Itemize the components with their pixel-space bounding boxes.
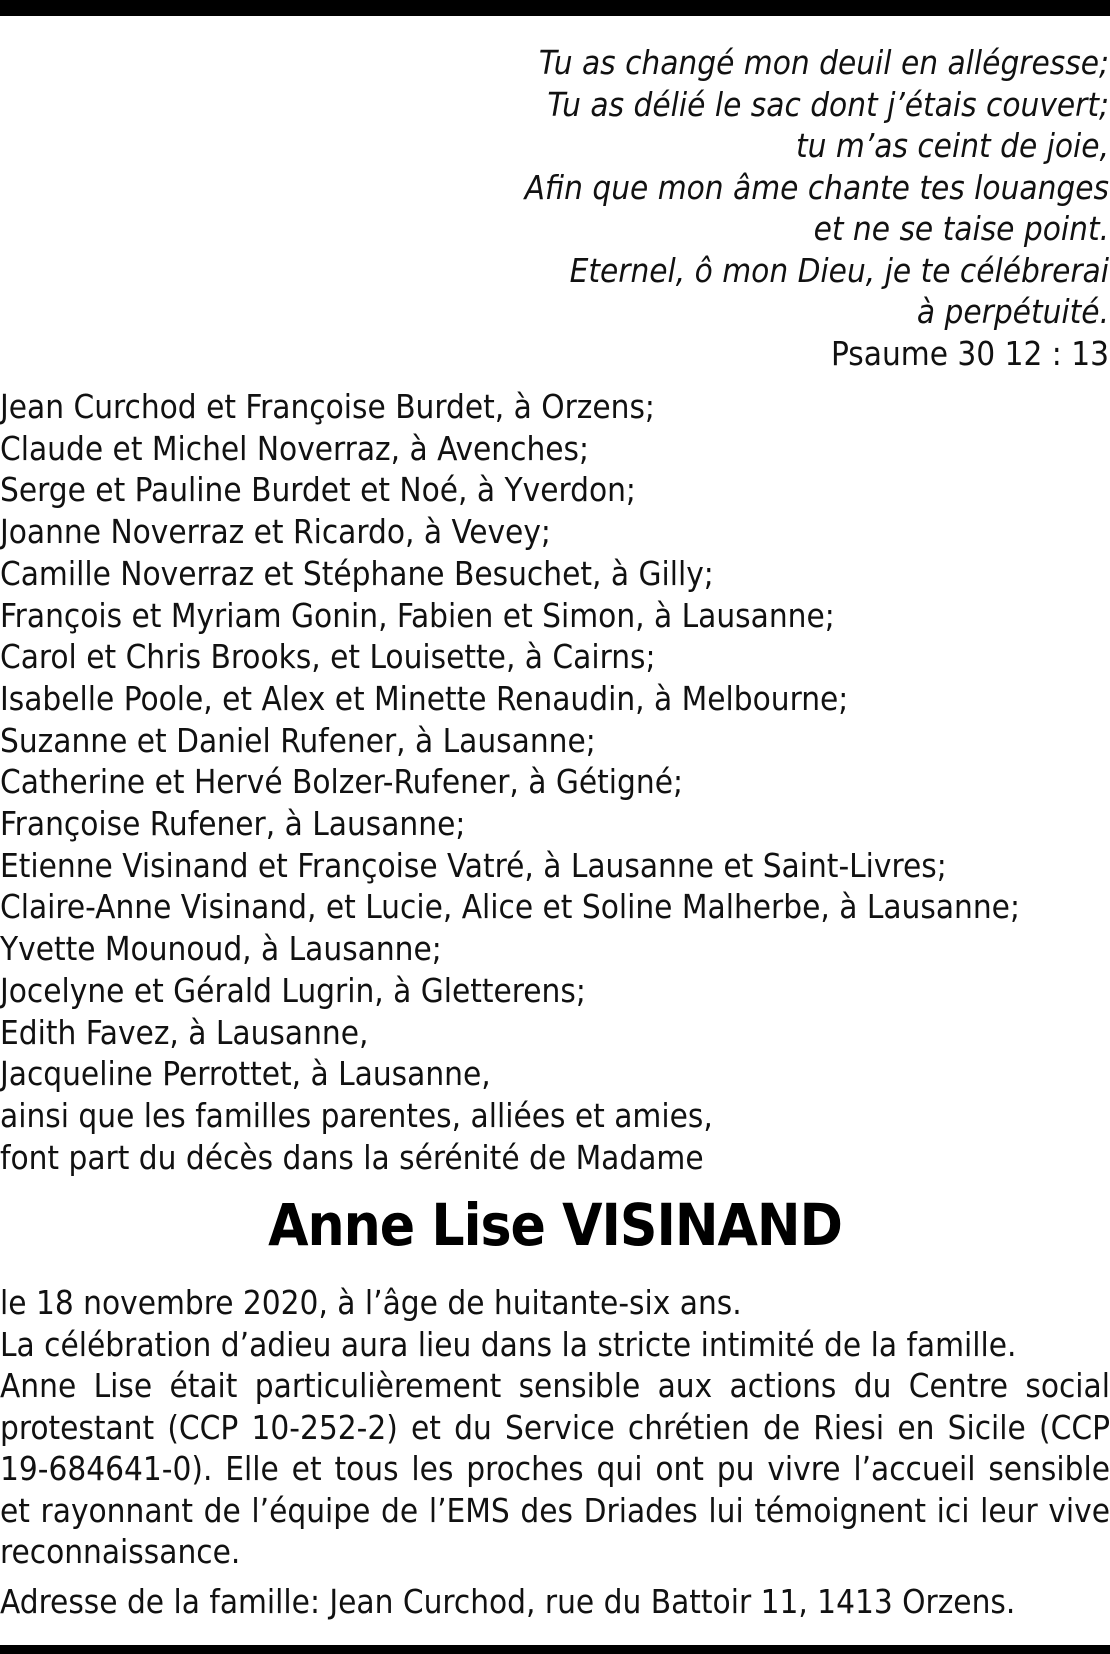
mourner-line: Catherine et Hervé Bolzer-Rufener, à Gétigné; (0, 762, 684, 802)
mourner-line: Jacqueline Perrottet, à Lausanne, (0, 1054, 491, 1094)
verse-line: Afin que mon âme chante tes louanges (524, 167, 1109, 207)
mourner-line: Camille Noverraz et Stéphane Besuchet, à Gilly; (0, 553, 714, 593)
mourner-line: Claude et Michel Noverraz, à Avenches; (0, 428, 590, 468)
mourner-line: Edith Favez, à Lausanne, (0, 1012, 369, 1052)
mourner-line: Isabelle Poole, et Alex et Minette Renaudin, à Melbourne; (0, 678, 849, 718)
mourner-line: ainsi que les familles parentes, alliées et amies, (0, 1095, 713, 1135)
mourner-line: Claire-Anne Visinand, et Lucie, Alice et Soline Malherbe, à Lausanne; (0, 887, 1020, 927)
mourner-line: Carol et Chris Brooks, et Louisette, à Cairns; (0, 637, 656, 677)
mourner-line: font part du décès dans la sérénité de Madame (0, 1137, 704, 1177)
family-address: Adresse de la famille: Jean Curchod, rue du Battoir 11, 1413 Orzens. (0, 1581, 1016, 1621)
verse-line: Eternel, ô mon Dieu, je te célébrerai (569, 250, 1109, 290)
notice-details (0, 1282, 1110, 1622)
verse-line: tu m’as ceint de joie, (796, 126, 1109, 165)
verse-line: à perpétuité. (916, 292, 1109, 331)
mourner-line: François et Myriam Gonin, Fabien et Simon, à Lausanne; (0, 595, 835, 635)
mourner-line: Joanne Noverraz et Ricardo, à Vevey; (0, 512, 551, 552)
mourner-line: Françoise Rufener, à Lausanne; (0, 804, 466, 844)
acknowledgement-paragraph: Anne Lise était particulièrement sensible aux actions du Centre social protestant (CCP 10-252-2) et du Service chrétien de Riesi en Sicile (CCP 19-684641-0). Elle et tous les proches qui ont pu vivre l’accueil sensible et rayonnant de l’équipe de l’EMS des Driades lui témoignent ici leur vive reconnaissance. (0, 1366, 1110, 1571)
mourner-line: Serge et Pauline Burdet et Noé, à Yverdon; (0, 470, 636, 510)
death-date-line: le 18 novembre 2020, à l’âge de huitante-six ans. (0, 1283, 742, 1322)
top-border-rule (0, 0, 1110, 16)
ceremony-line: La célébration d’adieu aura lieu dans la stricte intimité de la famille. (0, 1324, 1017, 1364)
verse-line: Tu as changé mon deuil en allégresse; (538, 43, 1109, 82)
verse-line: Tu as délié le sac dont j’étais couvert; (547, 84, 1109, 124)
mourners-list (0, 386, 1110, 1178)
psalm-verse (409, 42, 1109, 374)
mourner-line: Jean Curchod et Françoise Burdet, à Orzens; (0, 387, 655, 426)
mourner-line: Suzanne et Daniel Rufener, à Lausanne; (0, 720, 596, 760)
mourner-line: Etienne Visinand et Françoise Vatré, à Lausanne et Saint-Livres; (0, 845, 947, 885)
bottom-border-rule (0, 1645, 1110, 1654)
mourner-line: Jocelyne et Gérald Lugrin, à Gletterens; (0, 970, 586, 1010)
verse-line: et ne se taise point. (813, 209, 1109, 248)
mourner-line: Yvette Mounoud, à Lausanne; (0, 929, 442, 969)
verse-reference: Psaume 30 12 : 13 (830, 333, 1109, 373)
deceased-name: Anne Lise VISINAND (268, 1191, 842, 1259)
